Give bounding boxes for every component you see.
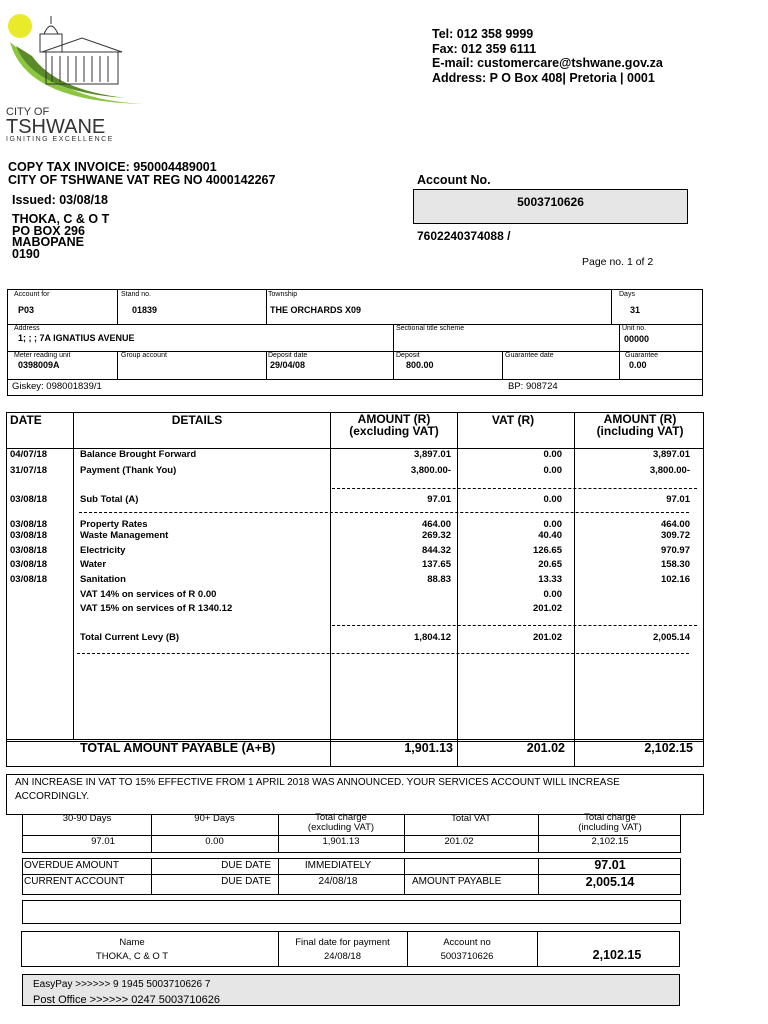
h-total-incl [538,813,682,833]
h-total-excl-line2: (excluding VAT) [307,822,375,833]
deposit-date-label: Deposit date [268,352,308,359]
overdue-amount: 97.01 [594,858,626,872]
row-incl: 3,897.01 [653,449,690,460]
bp-number: BP: 908724 [508,381,558,392]
contact-address: Address: P O Box 408| Pretoria | 0001 [432,70,655,85]
addressee-line2: MABOPANE [12,235,84,249]
sectional-title-label: Sectional title scheme [396,325,465,332]
group-label: Group account [121,352,167,359]
row-details: VAT 14% on services of R 0.00 [80,589,217,600]
vat-notice-text: AN INCREASE IN VAT TO 15% EFFECTIVE FROM 1 APRIL 2018 WAS ANNOUNCED. YOUR SERVICES ACCOUNT WILL INCREASE ACCORDINGLY. [15,777,620,802]
row-details: Sanitation [80,574,126,585]
city-logo [6,12,146,142]
row-details: Total Current Levy (B) [80,632,180,643]
guarantee: 0.00 [629,360,647,370]
row-date: 03/08/18 [10,545,47,556]
account-no-label: Account No. [417,173,491,187]
stand-no: 01839 [132,305,158,315]
h-total-incl-line1: Total charge [584,812,636,823]
row-details: Electricity [80,545,126,556]
row-date: 03/08/18 [10,530,47,541]
days-label: Days [619,291,635,298]
township: THE ORCHARDS X09 [270,305,362,315]
contact-fax: Fax: 012 359 6111 [432,41,537,56]
contact-block [432,27,663,85]
row-date: 31/07/18 [10,465,47,476]
account-info-grid [7,289,703,396]
days: 31 [630,305,641,315]
h-total-incl-line2: (including VAT) [578,822,642,833]
deposit-date: 29/04/08 [270,360,306,370]
slip-amount: 2,102.15 [592,948,642,962]
total-label: TOTAL AMOUNT PAYABLE (A+B) [80,741,276,755]
current-due-label: DUE DATE [221,876,271,887]
unit-label: Unit no. [622,325,647,332]
row-vat: 40.40 [538,530,562,541]
account-for: P03 [18,305,35,315]
account-no-box [413,189,688,224]
township-label: Township [268,291,298,298]
row-incl: 97.01 [666,494,690,505]
account-no: 5003710626 [517,195,584,209]
row-date: 03/08/18 [10,494,47,505]
row-incl: 309.72 [660,530,690,541]
row-excl: 844.32 [421,545,451,556]
blank-box [22,900,681,924]
slip-name: THOKA, C & O T [95,951,169,962]
v-90-plus: 0.00 [205,836,224,847]
h-total-excl [278,813,404,833]
slip-final-date: 24/08/18 [324,951,361,962]
slip-account-label: Account no [443,937,491,948]
row-details: Property Rates [80,519,148,530]
row-incl: 3,800.00- [649,465,690,476]
row-incl: 158.30 [660,559,690,570]
address: 1; ; ; 7A IGNATIUS AVENUE [18,333,135,343]
row-incl: 102.16 [660,574,690,585]
row-excl: 1,804.12 [414,632,451,643]
stand-label: Stand no. [121,291,151,298]
row-vat: 20.65 [538,559,562,570]
logo-tagline: IGNITING EXCELLENCE [6,136,114,143]
slip-final-label: Final date for payment [295,937,390,948]
col-incl-header [575,413,705,437]
v-30-90: 97.01 [91,836,115,847]
deposit-label: Deposit [396,352,420,359]
payment-slip [21,931,680,967]
h-total-vat: Total VAT [451,813,491,824]
row-vat: 0.00 [543,449,562,460]
city-hall-emblem-icon [6,12,146,107]
row-date: 03/08/18 [10,574,47,585]
row-excl: 88.83 [427,574,451,585]
giskey: Giskey: 098001839/1 [12,381,102,392]
v-total-incl: 2,102.15 [591,836,629,847]
row-vat: 201.02 [532,632,562,643]
easypay-reference: EasyPay >>>>>> 9 1945 5003710626 7 [33,979,211,990]
overdue-due-label: DUE DATE [221,860,271,871]
overdue-label: OVERDUE AMOUNT [24,860,120,871]
col-excl-header-line1: AMOUNT (R) [357,412,431,426]
row-date: 03/08/18 [10,519,47,530]
row-details: VAT 15% on services of R 1340.12 [80,603,233,614]
current-amount: 2,005.14 [585,875,635,889]
row-incl: 2,005.14 [653,632,690,643]
charges-table [6,412,704,767]
h-total-excl-line1: Total charge [315,812,367,823]
row-excl: 97.01 [427,494,451,505]
row-excl: 137.65 [421,559,451,570]
col-incl-header-line1: AMOUNT (R) [603,412,677,426]
age-summary [22,812,681,853]
slip-account-no: 5003710626 [440,951,494,962]
overdue-due-date: IMMEDIATELY [304,860,372,871]
col-excl-header [331,413,457,437]
total-incl: 2,102.15 [644,741,693,755]
v-total-vat: 201.02 [444,836,474,847]
row-details: Sub Total (A) [80,494,139,505]
col-excl-header-line2: (excluding VAT) [349,424,439,438]
row-excl: 464.00 [421,519,451,530]
guarantee-date-label: Guarantee date [505,352,554,359]
row-vat: 201.02 [532,603,562,614]
vat-notice [6,774,704,815]
row-details: Waste Management [80,530,169,541]
total-vat: 201.02 [526,741,565,755]
due-table [22,858,681,895]
logo-line2: TSHWANE [6,116,106,138]
id-number: 7602240374088 / [417,229,511,243]
contact-tel: Tel: 012 358 9999 [432,27,534,41]
addressee-line3: 0190 [12,246,40,261]
meter-reading-unit: 0398009A [18,360,60,370]
guarantee-label: Guarantee [625,352,659,359]
row-vat: 0.00 [543,589,562,600]
row-details: Payment (Thank You) [80,465,177,476]
row-excl: 3,800.00- [410,465,451,476]
row-vat: 0.00 [543,519,562,530]
deposit: 800.00 [406,360,434,370]
row-date: 03/08/18 [10,559,47,570]
page-number: Page no. 1 of 2 [582,256,654,268]
h-30-90: 30-90 Days [62,813,112,824]
h-90-plus: 90+ Days [194,813,235,824]
unit-no: 00000 [624,334,650,344]
slip-name-label: Name [119,937,145,948]
row-excl: 269.32 [421,530,451,541]
issued-date: Issued: 03/08/18 [12,193,108,207]
meter-label: Meter reading unit [14,352,71,359]
row-incl: 464.00 [660,519,690,530]
col-details-header: DETAILS [171,413,223,427]
row-vat: 0.00 [543,494,562,505]
payment-methods [22,974,680,1006]
row-excl: 3,897.01 [414,449,451,460]
col-incl-header-line2: (including VAT) [596,424,684,438]
col-date-header: DATE [10,413,42,427]
total-excl: 1,901.13 [404,741,453,755]
current-due-date: 24/08/18 [318,876,358,887]
row-date: 04/07/18 [10,449,47,460]
account-for-label: Account for [14,291,50,298]
copy-tax-invoice: COPY TAX INVOICE: 950004489001 [8,160,217,174]
addressee [12,214,109,260]
vat-reg-no: CITY OF TSHWANE VAT REG NO 4000142267 [8,173,276,187]
contact-email: E-mail: customercare@tshwane.gov.za [432,56,663,70]
addressee-line1: PO BOX 296 [12,223,85,238]
v-total-excl: 1,901.13 [322,836,360,847]
row-details: Water [80,559,107,570]
row-vat: 13.33 [538,574,562,585]
postoffice-reference: Post Office >>>>>> 0247 5003710626 [33,994,220,1006]
logo-line1: CITY OF [6,106,50,118]
addressee-name: THOKA, C & O T [12,212,110,226]
current-label: CURRENT ACCOUNT [24,876,125,887]
row-incl: 970.97 [660,545,690,556]
col-vat-header: VAT (R) [491,413,535,427]
amount-payable-label: AMOUNT PAYABLE [412,876,502,887]
row-details: Balance Brought Forward [80,449,197,460]
row-vat: 0.00 [543,465,562,476]
row-vat: 126.65 [532,545,562,556]
address-label: Address [14,325,40,332]
